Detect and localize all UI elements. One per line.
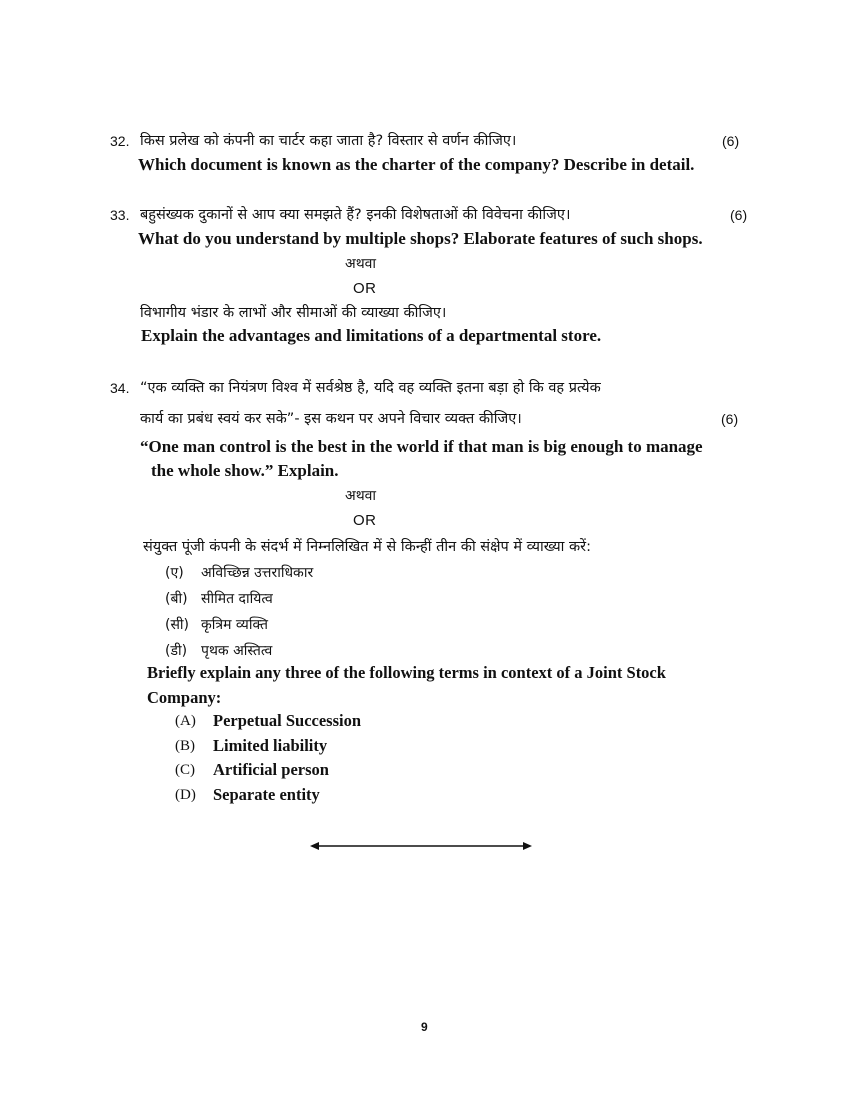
question-34-marks: (6) <box>721 411 739 427</box>
question-32-hindi: किस प्रलेख को कंपनी का चार्टर कहा जाता है? विस्तार से वर्णन कीजिए। <box>140 133 517 149</box>
english-item-text: Artificial person <box>213 760 329 779</box>
english-item-text: Limited liability <box>213 736 328 755</box>
english-item-text: Separate entity <box>213 785 320 804</box>
question-34-hindi-line1: “एक व्यक्ति का नियंत्रण विश्व में सर्वश्रेष्ठ है, यदि वह व्यक्ति इतना बड़ा हो कि वह प्रत्येक <box>140 380 601 396</box>
question-33-hindi: बहुसंख्यक दुकानों से आप क्या समझते हैं? इनकी विशेषताओं की विवेचना कीजिए। <box>140 207 571 223</box>
question-34-english-line2: the whole show.” Explain. <box>151 461 339 480</box>
question-34-alt-english-line1: Briefly explain any three of the following terms in context of a Joint Stock <box>147 663 666 682</box>
double-arrow-divider <box>308 838 534 854</box>
question-33-english: What do you understand by multiple shops? Elaborate features of such shops. <box>138 229 703 248</box>
hindi-item-label: (बी) <box>165 591 188 607</box>
page-number: 9 <box>421 1020 428 1034</box>
hindi-item-label: (डी) <box>165 643 188 659</box>
english-item-label: (A) <box>175 713 196 729</box>
question-33-marks: (6) <box>730 207 748 223</box>
question-32-number: 32. <box>110 133 130 149</box>
english-item-text: Perpetual Succession <box>213 711 362 730</box>
hindi-item-label: (सी) <box>165 617 190 633</box>
question-33-or-hindi: अथवा <box>345 256 377 272</box>
question-33-alt-hindi: विभागीय भंडार के लाभों और सीमाओं की व्याख्या कीजिए। <box>140 305 447 321</box>
question-34-hindi-line2: कार्य का प्रबंध स्वयं कर सके”- इस कथन पर अपने विचार व्यक्त कीजिए। <box>140 411 522 427</box>
hindi-item-text: अविच्छिन्न उत्तराधिकार <box>201 565 314 581</box>
question-33-alt-english: Explain the advantages and limitations of a departmental store. <box>141 326 602 345</box>
english-item-label: (C) <box>175 762 195 778</box>
question-32-english: Which document is known as the charter of the company? Describe in detail. <box>138 155 695 174</box>
question-34-english-line1: “One man control is the best in the world if that man is big enough to manage <box>140 437 703 456</box>
english-item-label: (B) <box>175 738 195 754</box>
english-item-label: (D) <box>175 787 196 803</box>
question-34-or-english: OR <box>353 512 377 529</box>
question-34-alt-hindi: संयुक्त पूंजी कंपनी के संदर्भ में निम्नलिखित में से किन्हीं तीन की संक्षेप में व्याख्या करें: <box>143 539 591 555</box>
question-34-number: 34. <box>110 380 130 396</box>
question-34-or-hindi: अथवा <box>345 488 377 504</box>
question-33-number: 33. <box>110 207 130 223</box>
question-34-alt-english-line2: Company: <box>147 688 222 707</box>
hindi-item-text: पृथक अस्तित्व <box>201 643 273 659</box>
question-33-or-english: OR <box>353 280 377 297</box>
hindi-item-text: सीमित दायित्व <box>201 591 273 607</box>
hindi-item-text: कृत्रिम व्यक्ति <box>201 617 268 633</box>
hindi-item-label: (ए) <box>165 565 184 581</box>
question-32-marks: (6) <box>722 133 740 149</box>
